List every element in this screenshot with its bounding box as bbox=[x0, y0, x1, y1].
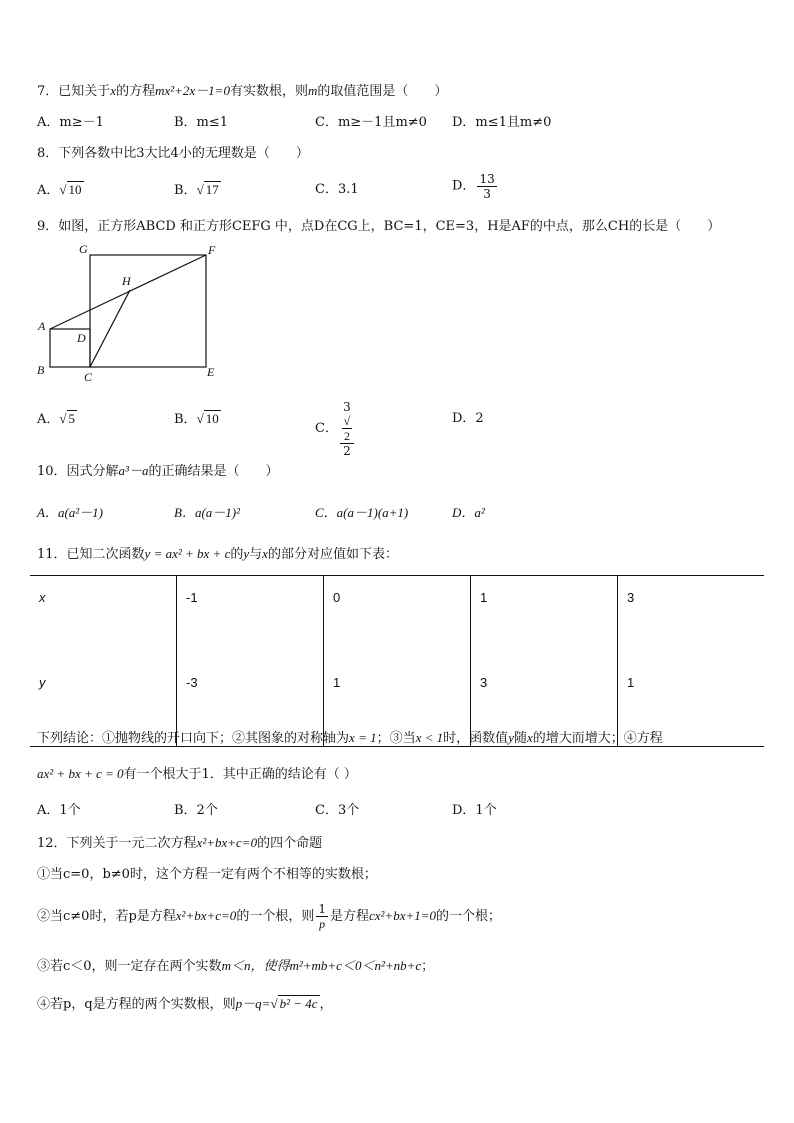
q12-text: ， bbox=[319, 997, 333, 1012]
table-cell: -3 bbox=[177, 661, 324, 747]
segment-af bbox=[50, 255, 206, 329]
q11-stem-part: 与 bbox=[249, 547, 263, 562]
q12-stem-part: 的四个命题 bbox=[257, 836, 323, 851]
q12-text: ②当c≠0时，若p是方程 bbox=[37, 909, 176, 924]
q11-stem bbox=[37, 545, 398, 564]
q10-stem-part: 10．因式分解 bbox=[37, 464, 119, 479]
q8-option-a[interactable] bbox=[37, 181, 84, 200]
table-cell: -1 bbox=[177, 576, 324, 662]
q7-stem-part: 有实数根，则 bbox=[229, 84, 308, 99]
q9-geometry-figure bbox=[30, 240, 230, 385]
q12-text: 的一个根，则 bbox=[236, 909, 315, 924]
q11-option-a[interactable]: A．1个 bbox=[37, 803, 81, 818]
q11-function: y = ax² + bx + c bbox=[144, 546, 231, 561]
q11-text: 下列结论： bbox=[37, 731, 103, 746]
q9-option-c-label: C． bbox=[315, 421, 338, 436]
q11-stem-part: 的部分对应值如下表： bbox=[267, 547, 398, 562]
sqrt-symbol: √ 10 bbox=[59, 182, 82, 197]
q11-conclusions bbox=[37, 729, 663, 748]
q7-stem-part: 的取值范围是（ ） bbox=[317, 84, 448, 99]
q11-equation: ax² + bx + c = 0 bbox=[37, 766, 124, 781]
q12-stem-part: 12．下列关于一元二次方程 bbox=[37, 836, 197, 851]
q12-stem bbox=[37, 834, 322, 853]
q8-option-c[interactable]: C．3.1 bbox=[315, 182, 359, 197]
table-cell-header: y bbox=[30, 661, 177, 747]
q9-option-d[interactable]: D．2 bbox=[452, 411, 484, 426]
q12-text: ④若p，q是方程的两个实数根，则 bbox=[37, 997, 236, 1012]
q9-option-b-label: B． bbox=[174, 412, 197, 427]
q8-option-d[interactable] bbox=[452, 172, 499, 201]
q12-text: 是方程 bbox=[329, 909, 369, 924]
q11-var-x: x bbox=[526, 730, 533, 745]
square-cefg bbox=[90, 255, 206, 367]
q7-stem-part: 的方程 bbox=[116, 84, 156, 99]
q10-option-c[interactable]: C．a(a－1)(a+1) bbox=[315, 505, 409, 520]
q8-option-b[interactable] bbox=[174, 181, 221, 200]
q7-stem-part: 7．已知关于 bbox=[37, 84, 111, 99]
label-a: A bbox=[38, 319, 46, 333]
q7-option-b[interactable]: B．m≤1 bbox=[174, 115, 229, 130]
table-cell: 3 bbox=[618, 576, 765, 662]
label-b: B bbox=[37, 363, 45, 377]
q11-var-x: x bbox=[262, 546, 268, 561]
coefficient: 3 bbox=[343, 400, 351, 414]
radicand: 2 bbox=[343, 429, 350, 443]
q12-proposition-2 bbox=[37, 902, 501, 931]
sqrt-symbol: √ 17 bbox=[196, 182, 219, 197]
radicand: b² − 4c bbox=[279, 996, 318, 1011]
q11-axis-eq: x = 1 bbox=[349, 730, 377, 745]
q12-equation: x²+bx+c=0 bbox=[175, 908, 237, 923]
q8-option-a-radicand: 10 bbox=[68, 182, 82, 197]
q12-proposition-1: ①当c=0，b≠0时，这个方程一定有两个不相等的实数根； bbox=[37, 867, 377, 882]
sqrt-symbol: √ 2 bbox=[343, 414, 351, 443]
q10-option-d[interactable]: D．a² bbox=[452, 505, 485, 520]
q11-value-table bbox=[30, 575, 764, 747]
q10-stem bbox=[37, 462, 278, 481]
q10-expression: a³－a bbox=[118, 463, 149, 478]
fraction-numerator: 13 bbox=[479, 172, 495, 186]
q8-option-b-radicand: 17 bbox=[205, 182, 219, 197]
sqrt-symbol: √ b² − 4c bbox=[270, 996, 318, 1011]
q11-var-y: y bbox=[243, 546, 250, 561]
q11-text: 有一个根大于1．其中正确的结论有（ ） bbox=[123, 767, 357, 782]
q12-text: ③若c＜0，则一定存在两个实数 bbox=[37, 959, 222, 974]
q11-conclusion-1: ①抛物线的开口向下； bbox=[102, 731, 233, 746]
q7-var-m: m bbox=[307, 83, 318, 98]
label-c: C bbox=[84, 370, 93, 384]
q7-option-d[interactable]: D．m≤1且m≠0 bbox=[452, 115, 552, 130]
q9-option-a[interactable] bbox=[37, 410, 77, 429]
segment-ch bbox=[90, 290, 130, 367]
q12-text: ； bbox=[421, 959, 435, 974]
label-e: E bbox=[207, 365, 215, 379]
fraction-numerator bbox=[340, 400, 354, 444]
sqrt-symbol: √ 10 bbox=[196, 411, 219, 426]
table-cell: 1 bbox=[618, 661, 765, 747]
q8-stem: 8．下列各数中比3大比4小的无理数是（ ） bbox=[37, 146, 309, 161]
q8-option-a-label: A． bbox=[37, 183, 60, 198]
q9-option-b[interactable] bbox=[174, 410, 221, 429]
table-cell: 0 bbox=[324, 576, 471, 662]
q11-condition: x < 1 bbox=[415, 730, 444, 745]
q11-var-y: y bbox=[508, 730, 514, 745]
q12-equation: cx²+bx+1=0 bbox=[368, 908, 437, 923]
q10-option-b[interactable]: B．a(a－1)² bbox=[174, 505, 240, 520]
q7-var-x: x bbox=[110, 83, 117, 98]
q9-option-c[interactable] bbox=[315, 400, 356, 458]
table-cell: 3 bbox=[471, 661, 618, 747]
q11-option-c[interactable]: C．3个 bbox=[315, 803, 360, 818]
q12-inequality: m²+mb+c＜0＜n²+nb+c bbox=[289, 958, 422, 973]
q7-equation: mx²+2x－1=0 bbox=[155, 83, 230, 98]
q12-fraction bbox=[316, 902, 328, 931]
q7-option-c[interactable]: C．m≥－1且m≠0 bbox=[315, 115, 427, 130]
sqrt-symbol: √ 5 bbox=[59, 411, 76, 426]
q9-option-c-fraction bbox=[340, 400, 354, 458]
table-cell: 1 bbox=[471, 576, 618, 662]
q11-stem-part: 的 bbox=[230, 547, 244, 562]
label-g: G bbox=[79, 242, 88, 256]
q12-equation: x²+bx+c=0 bbox=[196, 835, 258, 850]
fraction-denominator: p bbox=[319, 917, 326, 931]
q12-expression: p－q= bbox=[235, 996, 271, 1011]
label-d: D bbox=[77, 331, 86, 345]
q11-conclusion-2: ②其图象的对称轴为 bbox=[232, 731, 350, 746]
q11-text: 时，函数值 bbox=[443, 731, 509, 746]
q11-option-b[interactable]: B．2个 bbox=[174, 803, 218, 818]
q11-conclusion-4: ④方程 bbox=[623, 731, 663, 746]
q11-stem-part: 11．已知二次函数 bbox=[37, 547, 145, 562]
q11-conclusion-3: ③当 bbox=[389, 731, 416, 746]
q10-stem-part: 的正确结果是（ ） bbox=[148, 464, 279, 479]
q8-option-d-fraction bbox=[477, 172, 496, 201]
q11-option-d[interactable]: D．1个 bbox=[452, 803, 497, 818]
table-cell: 1 bbox=[324, 661, 471, 747]
label-h: H bbox=[122, 274, 131, 288]
fraction-numerator: 1 bbox=[318, 902, 326, 916]
q12-condition: m＜n，使得 bbox=[221, 958, 290, 973]
fraction-denominator: 2 bbox=[343, 444, 351, 458]
q11-conclusions-cont bbox=[37, 765, 357, 784]
fraction-denominator: 3 bbox=[483, 187, 491, 201]
q12-proposition-3 bbox=[37, 957, 434, 976]
q9-option-a-label: A． bbox=[37, 412, 60, 427]
q9-option-b-radicand: 10 bbox=[205, 411, 219, 426]
q10-option-a[interactable]: A．a(a²－1) bbox=[37, 505, 103, 520]
q11-text: 的增大而增大； bbox=[532, 731, 624, 746]
table-cell-header: x bbox=[30, 576, 177, 662]
q8-option-d-label: D． bbox=[452, 178, 476, 194]
q9-option-a-radicand: 5 bbox=[68, 411, 76, 426]
q7-stem bbox=[37, 82, 447, 101]
table-row bbox=[30, 576, 764, 662]
q8-option-b-label: B． bbox=[174, 183, 197, 198]
q12-proposition-4 bbox=[37, 995, 333, 1014]
q9-stem: 9．如图，正方形ABCD 和正方形CEFG 中，点D在CG上，BC=1，CE=3，H是AF的中点，那么CH的长是（ ） bbox=[37, 219, 721, 234]
q7-option-a[interactable]: A．m≥－1 bbox=[37, 115, 104, 130]
q12-text: 的一个根； bbox=[436, 909, 502, 924]
q11-text: 随 bbox=[513, 731, 527, 746]
label-f: F bbox=[208, 243, 216, 257]
q11-text: ； bbox=[376, 731, 390, 746]
